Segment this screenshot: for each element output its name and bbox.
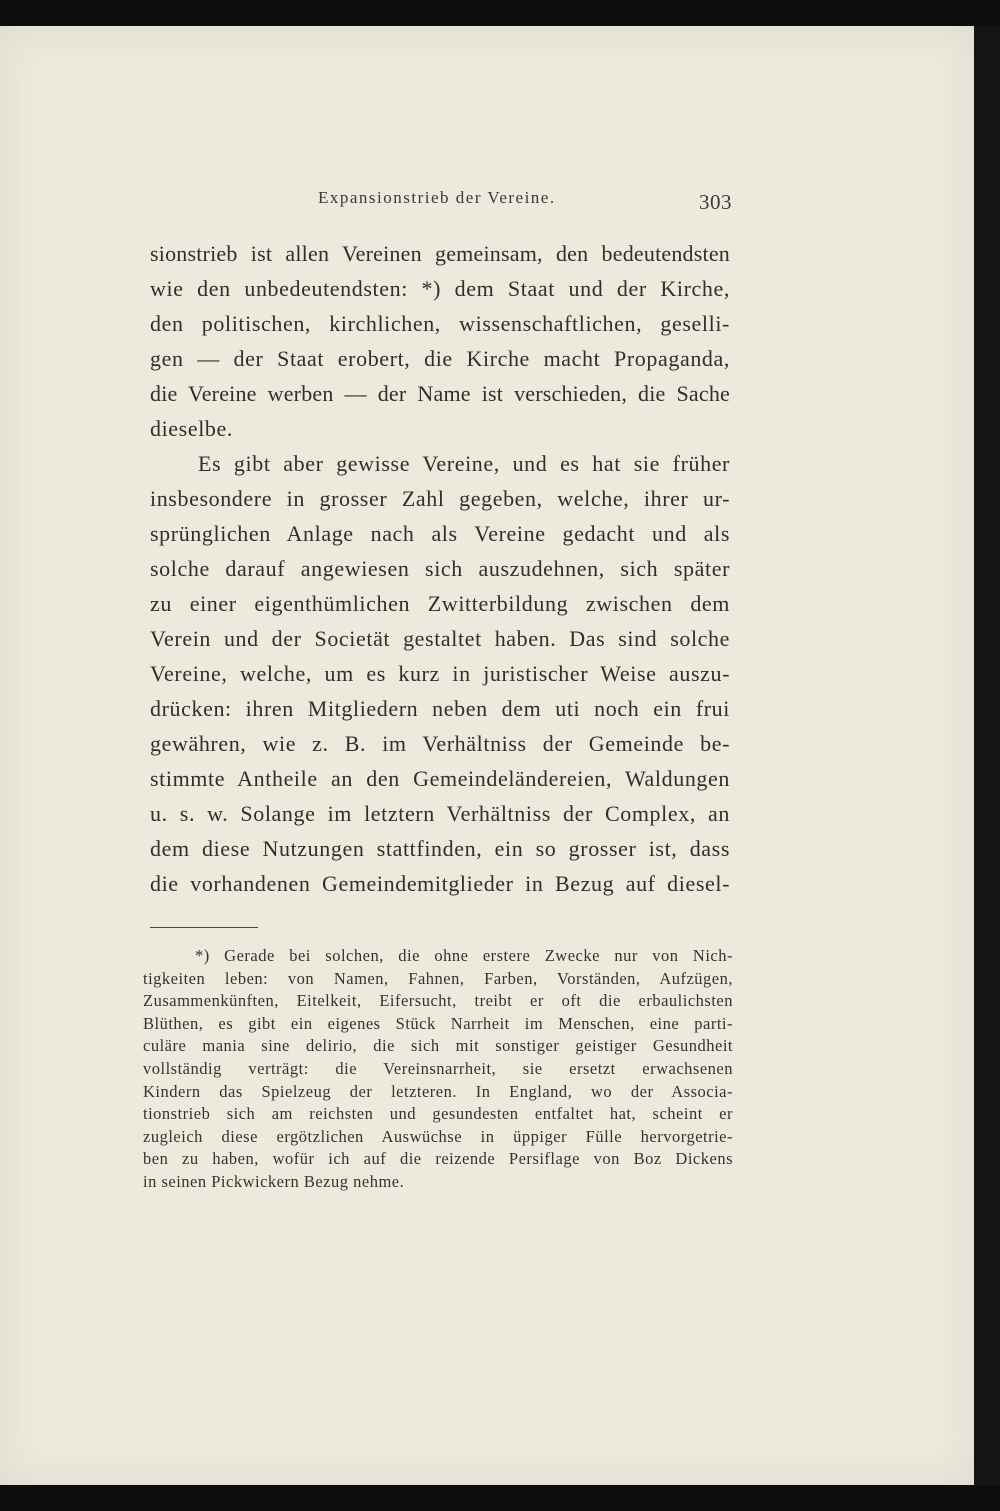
text-line: die vorhandenen Gemeindemitglieder in Bezug auf diesel- xyxy=(150,871,730,896)
footnote-line: zugleich diese ergötzlichen Auswüchse in üppiger Fülle hervorgetrie- xyxy=(143,1126,733,1146)
footnote xyxy=(143,945,733,1194)
text-line: gen — der Staat erobert, die Kirche macht Propaganda, xyxy=(150,346,730,371)
text-line: u. s. w. Solange im letztern Verhältniss der Complex, an xyxy=(150,801,730,826)
text-line: die Vereine werben — der Name ist verschieden, die Sache xyxy=(150,381,730,406)
text-line: Verein und der Societät gestaltet haben. Das sind solche xyxy=(150,626,730,651)
text-line: Es gibt aber gewisse Vereine, und es hat sie früher xyxy=(198,451,730,476)
text-line: drücken: ihren Mitgliedern neben dem uti noch ein frui xyxy=(150,696,730,721)
running-title: Expansionstrieb der Vereine. xyxy=(318,188,556,207)
text-line: wie den unbedeutendsten: *) dem Staat und der Kirche, xyxy=(150,276,730,301)
scan-edge xyxy=(974,26,1000,1485)
main-text xyxy=(150,236,730,901)
footnote-line: vollständig verträgt: die Vereinsnarrheit, sie ersetzt erwachsenen xyxy=(143,1058,733,1078)
text-line: insbesondere in grosser Zahl gegeben, welche, ihrer ur- xyxy=(150,486,730,511)
text-line: stimmte Antheile an den Gemeindeländereien, Waldungen xyxy=(150,766,730,791)
footnote-line: Zusammenkünften, Eitelkeit, Eifersucht, treibt er oft die erbaulichsten xyxy=(143,991,733,1011)
footnote-line: tigkeiten leben: von Namen, Fahnen, Farben, Vorständen, Aufzügen, xyxy=(143,968,733,988)
footnote-line: in seinen Pickwickern Bezug nehme. xyxy=(143,1171,405,1191)
footnote-separator xyxy=(150,927,258,928)
text-line: dem diese Nutzungen stattfinden, ein so grosser ist, dass xyxy=(150,836,730,861)
text-line: sionstrieb ist allen Vereinen gemeinsam, den bedeutendsten xyxy=(150,241,730,266)
text-line: solche darauf angewiesen sich auszudehnen, sich später xyxy=(150,556,730,581)
footnote-line: Blüthen, es gibt ein eigenes Stück Narrheit im Menschen, eine parti- xyxy=(143,1013,733,1033)
text-line: sprünglichen Anlage nach als Vereine gedacht und als xyxy=(150,521,730,546)
text-line: den politischen, kirchlichen, wissenschaftlichen, geselli- xyxy=(150,311,730,336)
footnote-line: *) Gerade bei solchen, die ohne erstere Zwecke nur von Nich- xyxy=(195,946,733,965)
page-number: 303 xyxy=(699,190,732,214)
footnote-line: Kindern das Spielzeug der letzteren. In England, wo der Associa- xyxy=(143,1081,733,1101)
text-line: gewähren, wie z. B. im Verhältniss der Gemeinde be- xyxy=(150,731,730,756)
footnote-line: culäre mania sine delirio, die sich mit sonstiger geistiger Gesundheit xyxy=(143,1036,733,1056)
footnote-line: tionstrieb sich am reichsten und gesundesten entfaltet hat, scheint er xyxy=(143,1104,733,1124)
text-line: zu einer eigenthümlichen Zwitterbildung zwischen dem xyxy=(150,591,730,616)
text-line: Vereine, welche, um es kurz in juristischer Weise auszu- xyxy=(150,661,730,686)
page-header xyxy=(140,188,734,218)
footnote-line: ben zu haben, wofür ich auf die reizende Persiflage von Boz Dickens xyxy=(143,1149,733,1169)
text-line: dieselbe. xyxy=(150,416,233,441)
